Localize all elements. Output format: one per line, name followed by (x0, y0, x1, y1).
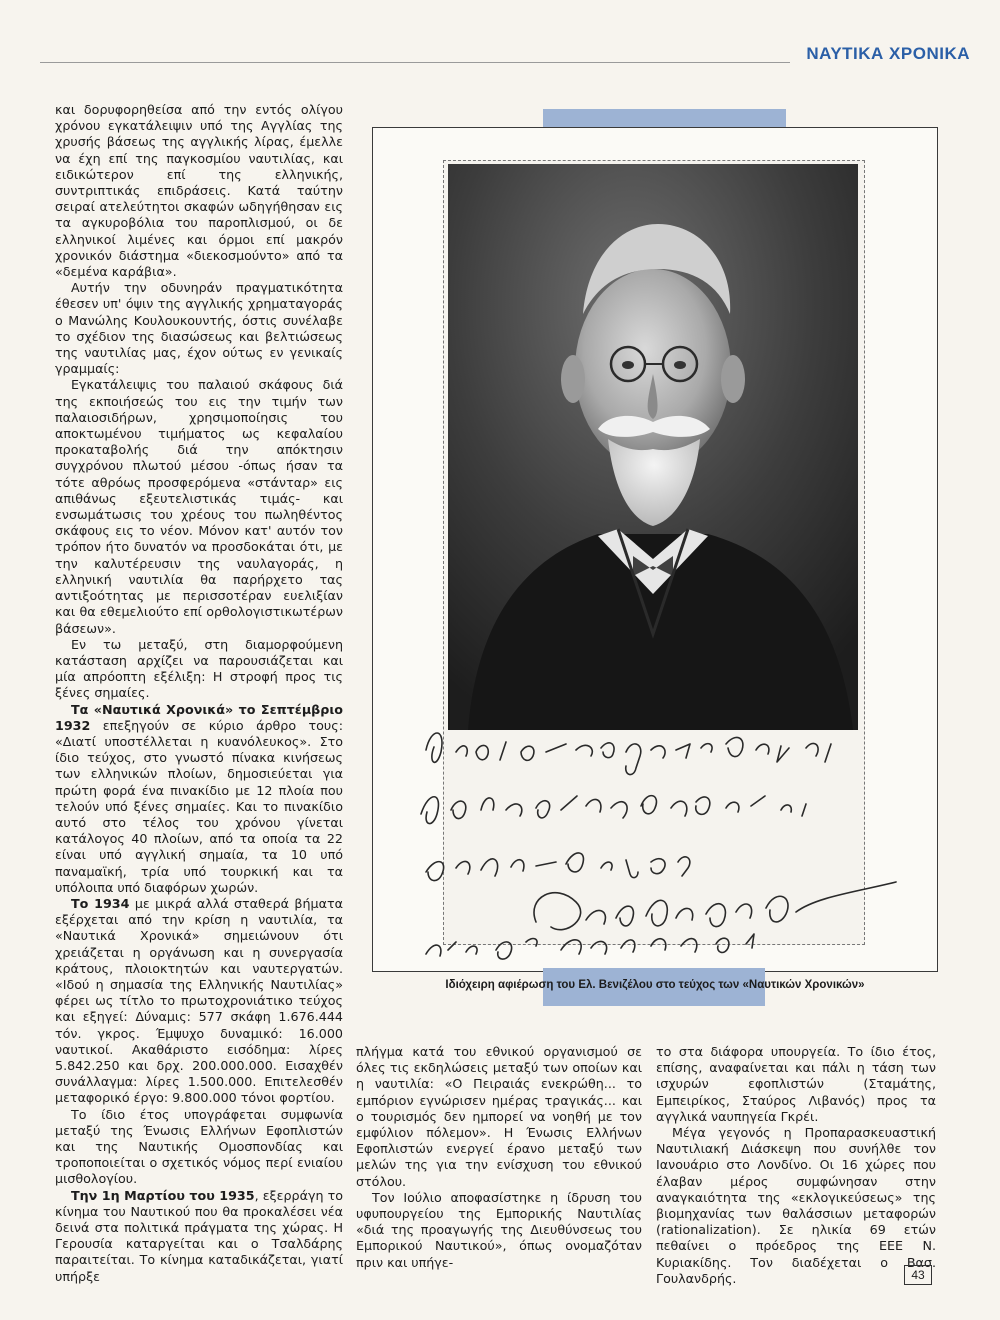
paragraph (55, 1188, 343, 1285)
handwritten-dedication-image (386, 722, 922, 962)
paragraph: Εγκατάλειψις του παλαιού σκάφους διά της εκποιήσεώς του εις την τιμήν των παλαιοσιδήρων, χρησιμοποίησις του αποκτωμένου τιμήματος ως κεφαλαίου προκαταβολής διά την απόκτησιν συγχρόνου πλωτού μέσου -όπως ήσαν τα τότε αθρόως προσφερόμενα «στάνταρ» εις απιθάνως εξευτελιστικάς τιμάς- και ενσωμάτωσις του χρέους του πωληθέντος σκάφους εις το νέον. Μόνον κατ' αυτόν τον τρόπον ήτο δυνατόν να προσδοκάται ότι, με την καλυτέρευσιν της ναυλαγοράς, η ελληνική ναυτιλία θα παρήρχετο τας αντιξοότητας με περισσοτέραν ευελιξίαν και θα εθεμελιούτο επί ορθολογιστικωτέρων βάσεων». (55, 377, 343, 636)
photo-caption: Ιδιόχειρη αφιέρωση του Ελ. Βενιζέλου στο τεύχος των «Ναυτικών Χρονικών» (445, 979, 865, 991)
paragraph: Εν τω μεταξύ, στη διαμορφούμενη κατάσταση αρχίζει να παρουσιάζεται και μία απρόοπτη εξέλιξη: Η στροφή προς τις ξένες σημαίες. (55, 636, 343, 701)
page-number: 43 (904, 1265, 932, 1285)
column-right (656, 1044, 936, 1287)
paragraph (55, 702, 343, 896)
paragraph: πλήγμα κατά του εθνικού οργανισμού σε όλες τις εκδηλώσεις μεταξύ των οποίων και η ναυτιλία: «Ο Πειραιάς ενεκρώθη... το εμπόριον εγνώρισεν ημέρας τραγικάς... και ο τουρισμός δεν ημπορεί να νοηθή με τον εμφύλιον πόλεμον». Η Ένωσις Ελλήνων Εφοπλιστών ενεργεί έρανο μεταξύ των μελών της για την ενίσχυση του εθνικού στόλου. (356, 1044, 642, 1189)
paragraph-lead: Την 1η Μαρτίου του 1935 (71, 1187, 255, 1203)
header-rule (40, 62, 790, 63)
paragraph-body: επεξηγούν σε κύριο άρθρο τους: «Διατί υποστέλλεται η κυανόλευκος». Στο ίδιο τεύχος, στο γνωστό πίνακα κινήσεως των ελληνικών πλοίων, δημοσιεύεται για πρώτη φορά ένα πινακίδιο με 12 πλοία που τελούν υπό ξένες σημαίες. Και το πινακίδιο αυτό στο τέλος του χρόνου γίνεται κατάλογος 40 πλοίων, από τα οποία τα 22 είναι υπό αγγλική σημαία, τα 10 υπό παναμαϊκή, τρία υπό τουρκική και τα υπόλοιπα υπό διαφόρων χωρών. (55, 717, 343, 895)
paragraph: και δορυφορηθείσα από την εντός ολίγου χρόνου εγκατάλειψιν υπό της Αγγλίας της χρυσής βάσεως της αγγλικής λίρας, έμελλε να έχη επί της παγκοσμίου ναυτιλίας, και ειδικώτερον επί της ελληνικής, συντριπτικάς επιδράσεις. Κατά ταύτην σειραί ατελεύτητοι σκαφών ωδηγήθησαν εις τα αγκυροβόλια του παροπλισμού, οι δε ελληνικοί λιμένες και όρμοι επί μακρόν χρονικόν διάστημα «διεκοσμούντο» από τα «δεμένα καράβια». (55, 102, 343, 280)
paragraph: Το ίδιο έτος υπογράφεται συμφωνία μεταξύ της Ένωσις Ελλήνων Εφοπλιστών και της Ναυτικής Ομοσπονδίας και τροποποιείται ο σχετικός νόμος περί ενιαίου μισθολογίου. (55, 1106, 343, 1187)
paragraph: το στα διάφορα υπουργεία. Το ίδιο έτος, επίσης, αναφαίνεται και πάλι η τάση των ισχυρών εφοπλιστών (Σταμάτης, Εμπειρίκος, Σταύρος Λιβανός) προς τα αγγλικά ναυπηγεία Γκρέι. (656, 1044, 936, 1124)
portrait-photo (448, 164, 858, 730)
paragraph: Τον Ιούλιο αποφασίστηκε η ίδρυση του υφυπουργείου της Εμπορικής Ναυτιλίας «διά της προαγωγής της Διευθύνσεως του Εμπορικού Ναυτικού», όπως ονομαζόταν πριν και υπήγε- (356, 1189, 642, 1270)
column-left (55, 102, 343, 1285)
paragraph: Αυτήν την οδυνηράν πραγματικότητα έθεσεν υπ' όψιν της αγγλικής χρηματαγοράς ο Μανώλης Κουλουκουντής, όστις συνέλαβε το σχέδιον της διασώσεως και βελτιώσεως της ναυτιλίας μας, έχον ούτως εν γενικαίς γραμμαίς: (55, 280, 343, 377)
paragraph-body: , εξερράγη το κίνημα του Ναυτικού που θα προκαλέσει νέα δεινά στα πολιτικά πράγματα της χώρας. Η Γερουσία καταργείται και ο Τσαλδάρης παραιτείται. Το κίνημα καταδικάζεται, γιατί υπήρξε (55, 1187, 343, 1284)
header-title: ΝΑΥΤΙΚΑ ΧΡΟΝΙΚΑ (806, 44, 970, 63)
paragraph-lead: Το 1934 (71, 895, 130, 911)
paragraph: Μέγα γεγονός η Προπαρασκευαστική Ναυτιλιακή Διάσκεψη που συνήλθε τον Ιανουάριο στο Λονδίνο. Οι 16 χώρες που έλαβαν μέρος συμφώνησαν στην αναγκαιότητα της «εκλογικεύσεως» της βιομηχανίας των θαλάσσιων μεταφορών (rationalization). Σε ηλικία 69 ετών πεθαίνει ο πρόεδρος της ΕΕΕ Ν. Κυριακίδης. Τον διαδέχεται ο Βασ. Γουλανδρής. (656, 1125, 936, 1286)
paragraph (55, 896, 343, 1107)
column-middle (356, 1044, 642, 1271)
paragraph-body: με μικρά αλλά σταθερά βήματα εξέρχεται από την κρίση η ναυτιλία, τα «Ναυτικά Χρονικά» σημειώνουν ότι χρειάζεται η οργάνωση και η συνεργασία κράτους, πλοιοκτητών και ναυτεργατών. «Ιδού η σημασία της Ελληνικής Ναυτιλίας» φέρει ως τίτλο το πρωτοχρονιάτικο τεύχος και εξηγεί: Δύναμις: 577 σκάφη 1.676.444 τόν. γκρος. Έμψυχο δυναμικό: 16.000 ναυτικοί. Ακαθάριστο εισόδημα: λίρες 5.842.250 και δρχ. 200.000.000. Εισαχθέν συνάλλαγμα: λίρες 1.500.000. Επιτελεσθέν μεταφορικό έργο: 9.800.000 τόνοι φορτίου. (55, 895, 343, 1106)
paragraph-lead: Τα «Ναυτικά Χρονικά» το Σεπτέμβριο 1932 (55, 701, 343, 733)
